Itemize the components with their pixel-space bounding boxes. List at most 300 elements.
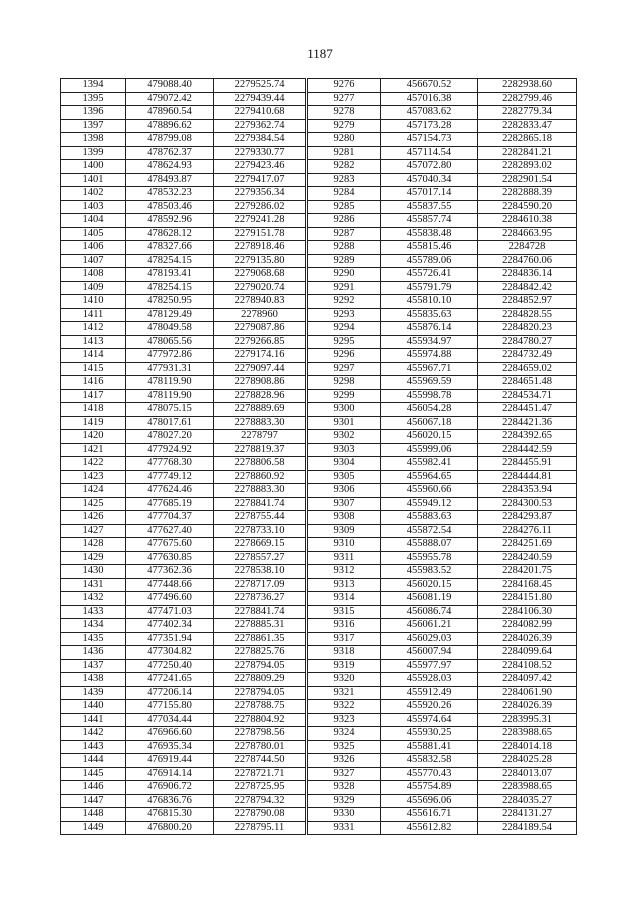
cell-point-id-right: 9309 xyxy=(307,524,381,538)
table-row xyxy=(61,322,577,336)
cell-x-right: 455696.06 xyxy=(381,794,478,808)
cell-y-right: 2284013.07 xyxy=(478,767,577,781)
table-row xyxy=(61,740,577,754)
cell-x-left: 477624.46 xyxy=(126,484,214,498)
cell-x-left: 477241.65 xyxy=(126,673,214,687)
cell-x-right: 457173.28 xyxy=(381,119,478,133)
cell-x-left: 477155.80 xyxy=(126,700,214,714)
table-row xyxy=(61,524,577,538)
cell-x-left: 476906.72 xyxy=(126,781,214,795)
cell-point-id-right: 9289 xyxy=(307,254,381,268)
cell-y-right: 2282938.60 xyxy=(478,79,577,93)
cell-y-right: 2284026.39 xyxy=(478,700,577,714)
cell-y-left: 2278744.50 xyxy=(214,754,307,768)
cell-y-right: 2284025.28 xyxy=(478,754,577,768)
cell-y-right: 2284099.64 xyxy=(478,646,577,660)
cell-point-id-left: 1398 xyxy=(61,133,126,147)
cell-point-id-right: 9308 xyxy=(307,511,381,525)
cell-point-id-left: 1447 xyxy=(61,794,126,808)
cell-point-id-right: 9310 xyxy=(307,538,381,552)
cell-point-id-left: 1438 xyxy=(61,673,126,687)
cell-point-id-left: 1445 xyxy=(61,767,126,781)
cell-point-id-right: 9292 xyxy=(307,295,381,309)
cell-x-left: 476815.30 xyxy=(126,808,214,822)
cell-x-right: 455838.48 xyxy=(381,227,478,241)
table-row xyxy=(61,646,577,660)
cell-x-right: 455754.89 xyxy=(381,781,478,795)
cell-x-right: 455999.06 xyxy=(381,443,478,457)
cell-point-id-right: 9313 xyxy=(307,578,381,592)
cell-y-left: 2279068.68 xyxy=(214,268,307,282)
table-row xyxy=(61,119,577,133)
cell-y-left: 2278825.76 xyxy=(214,646,307,660)
table-row xyxy=(61,241,577,255)
cell-point-id-left: 1442 xyxy=(61,727,126,741)
cell-x-right: 455974.64 xyxy=(381,713,478,727)
cell-point-id-left: 1431 xyxy=(61,578,126,592)
cell-x-left: 477627.40 xyxy=(126,524,214,538)
cell-point-id-left: 1428 xyxy=(61,538,126,552)
cell-point-id-right: 9285 xyxy=(307,200,381,214)
table-row xyxy=(61,214,577,228)
cell-x-right: 455883.63 xyxy=(381,511,478,525)
cell-x-left: 478075.15 xyxy=(126,403,214,417)
cell-point-id-left: 1434 xyxy=(61,619,126,633)
cell-y-right: 2282841.21 xyxy=(478,146,577,160)
cell-x-left: 478628.12 xyxy=(126,227,214,241)
cell-x-left: 478129.49 xyxy=(126,308,214,322)
cell-y-right: 2284590.20 xyxy=(478,200,577,214)
cell-y-right: 2284240.59 xyxy=(478,551,577,565)
table-row xyxy=(61,821,577,835)
table-row xyxy=(61,497,577,511)
table-row xyxy=(61,227,577,241)
cell-x-left: 478327.66 xyxy=(126,241,214,255)
cell-x-right: 456086.74 xyxy=(381,605,478,619)
table-row xyxy=(61,538,577,552)
cell-y-left: 2278809.29 xyxy=(214,673,307,687)
cell-x-left: 477402.34 xyxy=(126,619,214,633)
cell-x-left: 478254.15 xyxy=(126,281,214,295)
cell-point-id-left: 1446 xyxy=(61,781,126,795)
cell-x-left: 478119.90 xyxy=(126,389,214,403)
cell-point-id-right: 9278 xyxy=(307,106,381,120)
cell-point-id-left: 1401 xyxy=(61,173,126,187)
cell-x-left: 478762.37 xyxy=(126,146,214,160)
cell-point-id-right: 9298 xyxy=(307,376,381,390)
cell-x-left: 476919.44 xyxy=(126,754,214,768)
table-row xyxy=(61,92,577,106)
cell-y-right: 2284035.27 xyxy=(478,794,577,808)
cell-point-id-right: 9299 xyxy=(307,389,381,403)
cell-point-id-left: 1415 xyxy=(61,362,126,376)
cell-y-left: 2279087.86 xyxy=(214,322,307,336)
cell-point-id-right: 9282 xyxy=(307,160,381,174)
cell-y-left: 2279356.34 xyxy=(214,187,307,201)
table-row xyxy=(61,160,577,174)
cell-y-left: 2278841.74 xyxy=(214,605,307,619)
cell-x-right: 457114.54 xyxy=(381,146,478,160)
cell-point-id-right: 9286 xyxy=(307,214,381,228)
table-row xyxy=(61,79,577,93)
cell-x-left: 477034.44 xyxy=(126,713,214,727)
cell-y-right: 2284836.14 xyxy=(478,268,577,282)
cell-point-id-right: 9280 xyxy=(307,133,381,147)
cell-y-right: 2284082.99 xyxy=(478,619,577,633)
cell-point-id-right: 9326 xyxy=(307,754,381,768)
cell-y-right: 2284353.94 xyxy=(478,484,577,498)
cell-y-right: 2284392.65 xyxy=(478,430,577,444)
cell-y-right: 2282865.18 xyxy=(478,133,577,147)
table-row xyxy=(61,713,577,727)
cell-y-left: 2279266.85 xyxy=(214,335,307,349)
cell-point-id-left: 1432 xyxy=(61,592,126,606)
cell-x-left: 478027.20 xyxy=(126,430,214,444)
cell-point-id-left: 1400 xyxy=(61,160,126,174)
table-row xyxy=(61,416,577,430)
cell-y-left: 2279097.44 xyxy=(214,362,307,376)
cell-y-right: 2284820.23 xyxy=(478,322,577,336)
cell-x-left: 477675.60 xyxy=(126,538,214,552)
cell-y-right: 2282799.46 xyxy=(478,92,577,106)
cell-x-left: 477704.37 xyxy=(126,511,214,525)
cell-x-left: 479088.40 xyxy=(126,79,214,93)
cell-x-right: 455920.26 xyxy=(381,700,478,714)
cell-point-id-right: 9314 xyxy=(307,592,381,606)
cell-point-id-left: 1427 xyxy=(61,524,126,538)
cell-y-right: 2284442.59 xyxy=(478,443,577,457)
cell-y-left: 2278806.58 xyxy=(214,457,307,471)
cell-y-left: 2278755.44 xyxy=(214,511,307,525)
table-row xyxy=(61,686,577,700)
cell-y-left: 2278794.05 xyxy=(214,659,307,673)
cell-x-left: 478119.90 xyxy=(126,376,214,390)
cell-x-right: 455934.97 xyxy=(381,335,478,349)
table-row xyxy=(61,700,577,714)
cell-point-id-left: 1441 xyxy=(61,713,126,727)
cell-point-id-right: 9325 xyxy=(307,740,381,754)
cell-point-id-left: 1394 xyxy=(61,79,126,93)
cell-y-left: 2278798.56 xyxy=(214,727,307,741)
cell-y-left: 2278721.71 xyxy=(214,767,307,781)
cell-point-id-right: 9291 xyxy=(307,281,381,295)
cell-x-left: 478532.23 xyxy=(126,187,214,201)
cell-y-left: 2278861.35 xyxy=(214,632,307,646)
cell-y-left: 2278804.92 xyxy=(214,713,307,727)
cell-x-left: 476914.14 xyxy=(126,767,214,781)
cell-y-right: 2284151.80 xyxy=(478,592,577,606)
cell-point-id-right: 9312 xyxy=(307,565,381,579)
cell-y-left: 2278669.15 xyxy=(214,538,307,552)
cell-y-left: 2279439.44 xyxy=(214,92,307,106)
table-row xyxy=(61,443,577,457)
cell-y-left: 2278860.92 xyxy=(214,470,307,484)
cell-point-id-right: 9276 xyxy=(307,79,381,93)
coordinates-table xyxy=(60,78,577,835)
cell-point-id-left: 1413 xyxy=(61,335,126,349)
cell-y-left: 2279410.68 xyxy=(214,106,307,120)
cell-x-left: 478193.41 xyxy=(126,268,214,282)
cell-x-left: 476966.60 xyxy=(126,727,214,741)
table-row xyxy=(61,268,577,282)
cell-point-id-right: 9300 xyxy=(307,403,381,417)
cell-x-right: 457072.80 xyxy=(381,160,478,174)
cell-point-id-left: 1435 xyxy=(61,632,126,646)
cell-y-right: 2284610.38 xyxy=(478,214,577,228)
cell-y-right: 2284189.54 xyxy=(478,821,577,835)
cell-y-right: 2284663.95 xyxy=(478,227,577,241)
cell-y-left: 2279241.28 xyxy=(214,214,307,228)
cell-x-right: 456054.28 xyxy=(381,403,478,417)
table-row xyxy=(61,173,577,187)
cell-y-right: 2282893.02 xyxy=(478,160,577,174)
cell-x-right: 455974.88 xyxy=(381,349,478,363)
cell-y-left: 2278733.10 xyxy=(214,524,307,538)
table-row xyxy=(61,605,577,619)
cell-x-right: 455726.41 xyxy=(381,268,478,282)
cell-x-right: 455964.65 xyxy=(381,470,478,484)
table-row xyxy=(61,430,577,444)
cell-point-id-right: 9315 xyxy=(307,605,381,619)
table-row xyxy=(61,281,577,295)
cell-x-left: 477304.82 xyxy=(126,646,214,660)
cell-x-right: 455881.41 xyxy=(381,740,478,754)
cell-y-left: 2278885.31 xyxy=(214,619,307,633)
table-row xyxy=(61,376,577,390)
cell-x-left: 478503.46 xyxy=(126,200,214,214)
cell-y-right: 2284293.87 xyxy=(478,511,577,525)
cell-y-left: 2278538.10 xyxy=(214,565,307,579)
cell-point-id-left: 1396 xyxy=(61,106,126,120)
table-row xyxy=(61,146,577,160)
cell-y-right: 2282888.39 xyxy=(478,187,577,201)
cell-x-right: 455967.71 xyxy=(381,362,478,376)
cell-point-id-right: 9287 xyxy=(307,227,381,241)
cell-y-right: 2284732.49 xyxy=(478,349,577,363)
cell-x-left: 477972.86 xyxy=(126,349,214,363)
cell-point-id-left: 1397 xyxy=(61,119,126,133)
cell-y-left: 2278797 xyxy=(214,430,307,444)
cell-y-left: 2279423.46 xyxy=(214,160,307,174)
cell-y-right: 2284421.36 xyxy=(478,416,577,430)
cell-x-right: 456670.52 xyxy=(381,79,478,93)
coordinates-table-body xyxy=(61,79,577,835)
page-number: 1187 xyxy=(307,46,333,61)
cell-y-right: 2284300.53 xyxy=(478,497,577,511)
cell-y-right: 2284780.27 xyxy=(478,335,577,349)
cell-point-id-right: 9294 xyxy=(307,322,381,336)
cell-point-id-right: 9316 xyxy=(307,619,381,633)
cell-point-id-right: 9281 xyxy=(307,146,381,160)
cell-point-id-left: 1414 xyxy=(61,349,126,363)
table-row xyxy=(61,619,577,633)
cell-point-id-right: 9304 xyxy=(307,457,381,471)
table-row xyxy=(61,133,577,147)
cell-x-right: 455857.74 xyxy=(381,214,478,228)
cell-x-right: 455888.07 xyxy=(381,538,478,552)
table-row xyxy=(61,727,577,741)
cell-point-id-right: 9323 xyxy=(307,713,381,727)
cell-y-right: 2284276.11 xyxy=(478,524,577,538)
cell-x-left: 478065.56 xyxy=(126,335,214,349)
cell-x-right: 455930.25 xyxy=(381,727,478,741)
cell-y-right: 2284534.71 xyxy=(478,389,577,403)
cell-x-left: 477931.31 xyxy=(126,362,214,376)
cell-y-left: 2278794.32 xyxy=(214,794,307,808)
table-row xyxy=(61,389,577,403)
cell-point-id-left: 1410 xyxy=(61,295,126,309)
cell-y-right: 2282779.34 xyxy=(478,106,577,120)
cell-y-left: 2278918.46 xyxy=(214,241,307,255)
cell-x-right: 455928.03 xyxy=(381,673,478,687)
table-row xyxy=(61,511,577,525)
cell-y-left: 2278908.86 xyxy=(214,376,307,390)
cell-point-id-left: 1402 xyxy=(61,187,126,201)
cell-point-id-left: 1430 xyxy=(61,565,126,579)
cell-point-id-left: 1444 xyxy=(61,754,126,768)
table-row xyxy=(61,808,577,822)
cell-y-left: 2278828.96 xyxy=(214,389,307,403)
cell-point-id-right: 9296 xyxy=(307,349,381,363)
cell-point-id-left: 1425 xyxy=(61,497,126,511)
cell-x-left: 477471.03 xyxy=(126,605,214,619)
cell-y-left: 2278736.27 xyxy=(214,592,307,606)
cell-point-id-left: 1422 xyxy=(61,457,126,471)
cell-point-id-right: 9306 xyxy=(307,484,381,498)
cell-point-id-left: 1439 xyxy=(61,686,126,700)
table-row xyxy=(61,781,577,795)
cell-x-right: 455789.06 xyxy=(381,254,478,268)
cell-point-id-right: 9302 xyxy=(307,430,381,444)
cell-x-right: 457083.62 xyxy=(381,106,478,120)
cell-point-id-right: 9293 xyxy=(307,308,381,322)
cell-point-id-right: 9301 xyxy=(307,416,381,430)
cell-point-id-right: 9318 xyxy=(307,646,381,660)
cell-x-right: 455998.78 xyxy=(381,389,478,403)
table-row xyxy=(61,632,577,646)
cell-y-right: 2284760.06 xyxy=(478,254,577,268)
cell-y-right: 2284852.97 xyxy=(478,295,577,309)
cell-y-right: 2284097.42 xyxy=(478,673,577,687)
cell-point-id-right: 9330 xyxy=(307,808,381,822)
cell-point-id-left: 1418 xyxy=(61,403,126,417)
cell-x-right: 455977.97 xyxy=(381,659,478,673)
cell-x-left: 477250.40 xyxy=(126,659,214,673)
cell-y-right: 2284131.27 xyxy=(478,808,577,822)
cell-y-right: 2284451.47 xyxy=(478,403,577,417)
cell-x-right: 455837.55 xyxy=(381,200,478,214)
cell-x-left: 478799.08 xyxy=(126,133,214,147)
cell-x-right: 455955.78 xyxy=(381,551,478,565)
cell-y-left: 2278725.95 xyxy=(214,781,307,795)
cell-x-right: 455982.41 xyxy=(381,457,478,471)
table-row xyxy=(61,592,577,606)
cell-point-id-left: 1416 xyxy=(61,376,126,390)
cell-x-right: 457154.73 xyxy=(381,133,478,147)
cell-point-id-left: 1420 xyxy=(61,430,126,444)
cell-x-left: 478254.15 xyxy=(126,254,214,268)
cell-x-left: 477496.60 xyxy=(126,592,214,606)
table-row xyxy=(61,484,577,498)
cell-x-left: 477362.36 xyxy=(126,565,214,579)
cell-x-right: 455872.54 xyxy=(381,524,478,538)
table-row xyxy=(61,565,577,579)
cell-point-id-right: 9328 xyxy=(307,781,381,795)
cell-point-id-right: 9319 xyxy=(307,659,381,673)
cell-y-left: 2278841.74 xyxy=(214,497,307,511)
table-row xyxy=(61,551,577,565)
cell-point-id-right: 9322 xyxy=(307,700,381,714)
cell-y-right: 2284201.75 xyxy=(478,565,577,579)
cell-point-id-left: 1395 xyxy=(61,92,126,106)
cell-x-right: 456081.19 xyxy=(381,592,478,606)
cell-x-right: 456067.18 xyxy=(381,416,478,430)
cell-point-id-right: 9303 xyxy=(307,443,381,457)
cell-x-left: 477630.85 xyxy=(126,551,214,565)
cell-y-right: 2284026.39 xyxy=(478,632,577,646)
cell-x-left: 478624.93 xyxy=(126,160,214,174)
cell-point-id-left: 1412 xyxy=(61,322,126,336)
cell-x-left: 476836.76 xyxy=(126,794,214,808)
cell-y-right: 2284106.30 xyxy=(478,605,577,619)
table-row xyxy=(61,295,577,309)
cell-y-left: 2278717.09 xyxy=(214,578,307,592)
table-row xyxy=(61,457,577,471)
cell-x-left: 479072.42 xyxy=(126,92,214,106)
cell-y-right: 2284728 xyxy=(478,241,577,255)
cell-x-right: 455810.10 xyxy=(381,295,478,309)
table-row xyxy=(61,403,577,417)
cell-x-right: 455612.82 xyxy=(381,821,478,835)
cell-x-left: 478960.54 xyxy=(126,106,214,120)
cell-y-left: 2278819.37 xyxy=(214,443,307,457)
cell-x-left: 477206.14 xyxy=(126,686,214,700)
cell-y-right: 2284455.91 xyxy=(478,457,577,471)
cell-x-left: 477351.94 xyxy=(126,632,214,646)
cell-y-left: 2278960 xyxy=(214,308,307,322)
cell-y-left: 2279135.80 xyxy=(214,254,307,268)
cell-y-right: 2284828.55 xyxy=(478,308,577,322)
table-row xyxy=(61,470,577,484)
cell-y-right: 2284651.48 xyxy=(478,376,577,390)
cell-point-id-left: 1436 xyxy=(61,646,126,660)
cell-y-right: 2284659.02 xyxy=(478,362,577,376)
cell-point-id-left: 1423 xyxy=(61,470,126,484)
cell-x-right: 456061.21 xyxy=(381,619,478,633)
cell-x-right: 455832.58 xyxy=(381,754,478,768)
cell-point-id-left: 1419 xyxy=(61,416,126,430)
cell-point-id-right: 9279 xyxy=(307,119,381,133)
cell-x-right: 455616.71 xyxy=(381,808,478,822)
cell-point-id-left: 1426 xyxy=(61,511,126,525)
cell-y-right: 2282901.54 xyxy=(478,173,577,187)
cell-y-right: 2284168.45 xyxy=(478,578,577,592)
cell-y-left: 2278780.01 xyxy=(214,740,307,754)
cell-point-id-left: 1404 xyxy=(61,214,126,228)
cell-y-left: 2279362.74 xyxy=(214,119,307,133)
cell-y-right: 2284108.52 xyxy=(478,659,577,673)
cell-y-left: 2279384.54 xyxy=(214,133,307,147)
cell-x-left: 477768.30 xyxy=(126,457,214,471)
cell-y-left: 2279286.02 xyxy=(214,200,307,214)
cell-point-id-right: 9324 xyxy=(307,727,381,741)
cell-y-left: 2279174.16 xyxy=(214,349,307,363)
table-row xyxy=(61,254,577,268)
cell-x-right: 455912.49 xyxy=(381,686,478,700)
cell-y-right: 2284842.42 xyxy=(478,281,577,295)
cell-point-id-left: 1407 xyxy=(61,254,126,268)
cell-y-left: 2278557.27 xyxy=(214,551,307,565)
